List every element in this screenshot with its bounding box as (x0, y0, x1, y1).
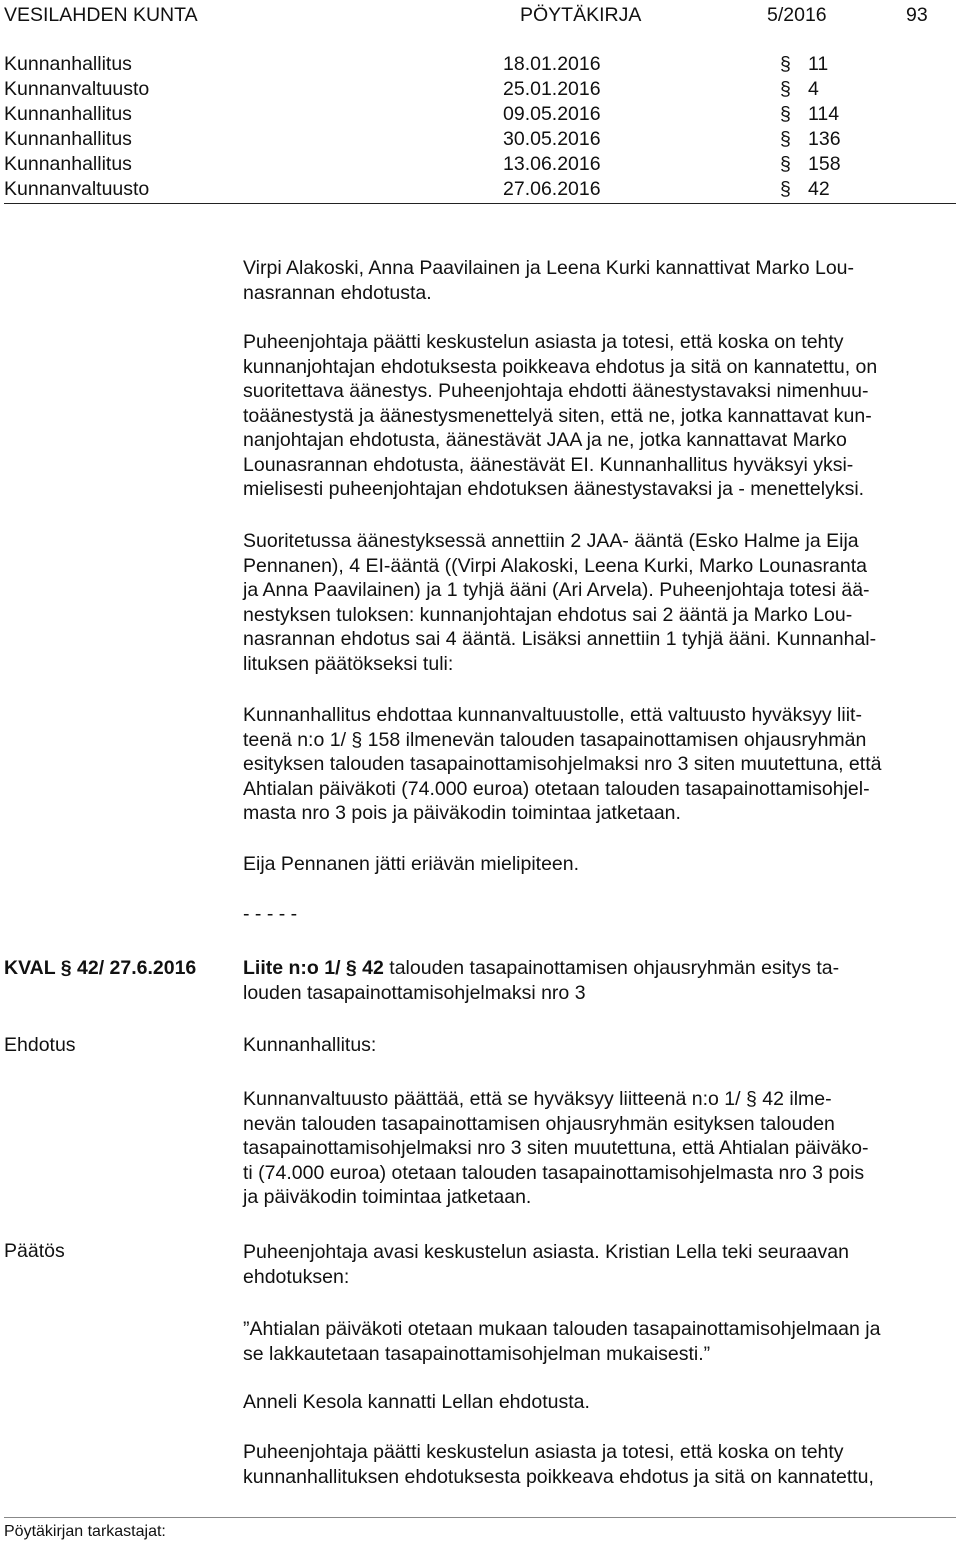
ehdotus-text (243, 1087, 955, 1210)
history-body: Kunnanvaltuusto (4, 78, 150, 100)
text-line: nanjohtajan ehdotusta, äänestävät JAA ja ne, jotka kannattavat Marko (243, 429, 847, 451)
text-line: Kunnanhallitus ehdottaa kunnanvaltuustolle, että valtuusto hyväksyy liit- (243, 704, 862, 726)
text-line: masta nro 3 pois ja päiväkodin toimintaa jatketaan. (243, 802, 681, 824)
history-body: Kunnanhallitus (4, 53, 132, 75)
text-line: tasapainottamisohjelmaksi nro 3 siten muutettuna, että Ahtialan päiväko- (243, 1137, 869, 1159)
history-date: 27.06.2016 (503, 178, 601, 200)
section-label-paatos: Päätös (4, 1240, 65, 1262)
text-line: ”Ahtialan päiväkoti otetaan mukaan talouden tasapainottamisohjelmaan ja (243, 1318, 881, 1340)
section-sign: § (60, 957, 72, 979)
text-line: Puheenjohtaja päätti keskustelun asiasta ja totesi, että koska on tehty (243, 331, 844, 353)
text-line: Puheenjohtaja päätti keskustelun asiasta ja totesi, että koska on tehty (243, 1441, 844, 1463)
paatos-discussion (243, 1240, 955, 1289)
text-line: Anneli Kesola kannatti Lellan ehdotusta. (243, 1391, 590, 1413)
text-line: nevän talouden tasapainottamisen ohjausryhmän esityksen talouden (243, 1112, 835, 1135)
history-section-number: 11 (808, 53, 829, 75)
history-section-number: 114 (808, 103, 840, 125)
paragraph-support (243, 256, 955, 305)
separator-dashes: - - - - - (243, 903, 298, 925)
section-sign: § (780, 78, 791, 100)
text-line: Kunnanvaltuusto päättää, että se hyväksyy liitteenä n:o 1/ § 42 ilme- (243, 1088, 832, 1110)
paatos-support (243, 1390, 955, 1415)
text-line: Suoritetussa äänestyksessä annettiin 2 JAA- ääntä (Esko Halme ja Eija (243, 530, 859, 552)
paatos-quote (243, 1317, 955, 1366)
section-sign: § (780, 178, 791, 200)
text-line: lituksen päätökseksi tuli: (243, 652, 454, 675)
text-line: kunnanhallituksen ehdotuksesta poikkeava ehdotus ja sitä on kannatettu, (243, 1465, 874, 1488)
text-line: ti (74.000 euroa) otetaan talouden tasapainottamisohjelmasta nro 3 pois (243, 1161, 865, 1184)
section-sign: § (780, 53, 791, 75)
header-page-number: 93 (906, 4, 928, 26)
text-line: Puheenjohtaja avasi keskustelun asiasta. Kristian Lella teki seuraavan (243, 1241, 849, 1263)
footer-inspectors-label: Pöytäkirjan tarkastajat: (4, 1523, 166, 1540)
text-line: ja Anna Paavilainen) ja 1 tyhjä ääni (Ari Arvela). Puheenjohtaja totesi ää- (243, 579, 870, 601)
history-body: Kunnanhallitus (4, 153, 132, 175)
history-section-number: 158 (808, 153, 841, 175)
text-line: nasrannan ehdotusta. (243, 281, 432, 304)
header-municipality: VESILAHDEN KUNTA (4, 4, 198, 26)
footer-divider (4, 1517, 956, 1518)
history-section-number: 42 (808, 178, 830, 200)
section-sign: § (780, 153, 791, 175)
text-line: se lakkautetaan tasapainottamisohjelman mukaisesti.” (243, 1342, 711, 1365)
history-section-number: 136 (808, 128, 841, 150)
section-label-ehdotus: Ehdotus (4, 1034, 76, 1056)
history-date: 30.05.2016 (503, 128, 601, 150)
text-line: esityksen talouden tasapainottamisohjelmaksi nro 3 siten muutettuna, että (243, 753, 882, 775)
history-date: 09.05.2016 (503, 103, 601, 125)
header-doc-type: PÖYTÄKIRJA (520, 4, 642, 26)
text-line: nestyksen tuloksen: kunnanjohtajan ehdotus sai 2 ääntä ja Marko Lou- (243, 603, 853, 626)
history-divider (4, 203, 956, 204)
history-body: Kunnanhallitus (4, 128, 132, 150)
text-line: nasrannan ehdotus sai 4 ääntä. Lisäksi annettiin 1 tyhjä ääni. Kunnanhal- (243, 628, 877, 650)
history-body: Kunnanhallitus (4, 103, 132, 125)
header-issue: 5/2016 (767, 4, 827, 26)
text-line: Lounasrannan ehdotusta, äänestävät EI. Kunnanhallitus hyväksyi yksi- (243, 453, 854, 476)
text-line: suoritettava äänestys. Puheenjohtaja ehdotti äänestystavaksi nimenhuu- (243, 380, 869, 402)
history-body: Kunnanvaltuusto (4, 178, 150, 200)
paragraph-vote-result (243, 529, 955, 676)
text-line: mielisesti puheenjohtajan ehdotuksen äänestystavaksi ja - menettelyksi. (243, 478, 865, 500)
kval-label-suffix: 42/ 27.6.2016 (77, 957, 197, 979)
text-line: Eija Pennanen jätti eriävän mielipiteen. (243, 853, 580, 875)
text-line: ehdotuksen: (243, 1265, 350, 1288)
paragraph-vote-procedure (243, 330, 955, 502)
kval-title-line2: louden tasapainottamisohjelmaksi nro 3 (243, 982, 586, 1004)
kval-title (243, 957, 839, 980)
text-line: Ahtialan päiväkoti (74.000 euroa) otetaan talouden tasapainottamisohjel- (243, 777, 870, 800)
history-section-number: 4 (808, 78, 819, 100)
paatos-vote (243, 1440, 955, 1489)
text-line: teenä n:o 1/ § 158 ilmenevän talouden tasapainottamisen ohjausryhmän (243, 728, 867, 751)
paragraph-board-proposal (243, 703, 955, 826)
history-date: 18.01.2016 (503, 53, 601, 75)
text-line: kunnanjohtajan ehdotuksesta poikkeava ehdotus ja sitä on kannatettu, on (243, 355, 878, 378)
section-sign: § (780, 128, 791, 150)
section-sign: § (780, 103, 791, 125)
kval-reference (4, 957, 196, 980)
text-line: ja päiväkodin toimintaa jatketaan. (243, 1186, 532, 1208)
kval-label-prefix: KVAL (4, 957, 56, 979)
kval-title-rest: talouden tasapainottamisen ohjausryhmän esitys ta- (383, 957, 840, 979)
ehdotus-presenter: Kunnanhallitus: (243, 1034, 377, 1056)
text-line: toäänestystä ja äänestysmenettelyä siten, että ne, jotka kannattavat kun- (243, 404, 872, 427)
paragraph-dissent (243, 852, 955, 877)
text-line: Pennanen), 4 EI-ääntä ((Virpi Alakoski, Leena Kurki, Marko Lounasranta (243, 554, 867, 577)
text-line: Virpi Alakoski, Anna Paavilainen ja Leena Kurki kannattivat Marko Lou- (243, 257, 855, 279)
kval-title-bold: Liite n:o 1/ § 42 (243, 957, 384, 979)
history-date: 13.06.2016 (503, 153, 601, 175)
history-date: 25.01.2016 (503, 78, 601, 100)
